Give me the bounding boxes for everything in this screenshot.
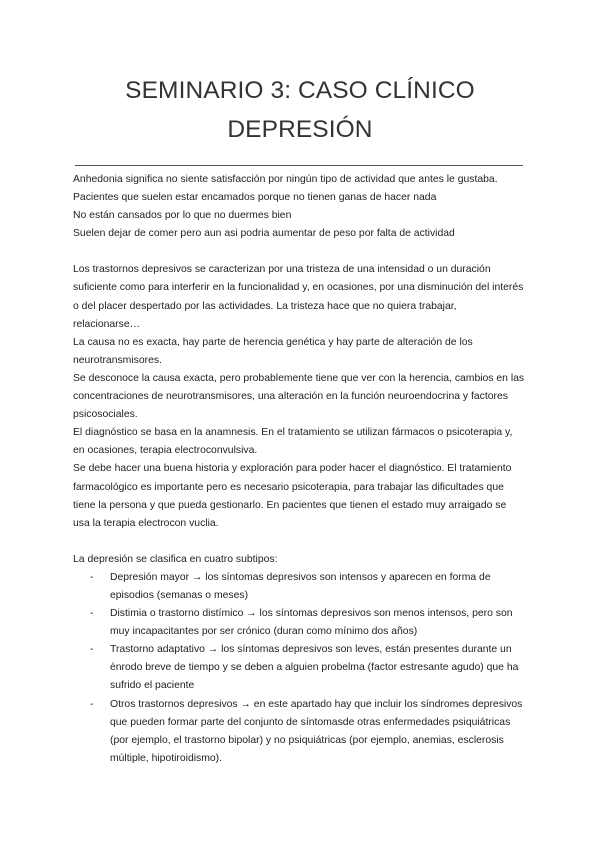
intro-line: Pacientes que suelen estar encamados porque no tienen ganas de hacer nada <box>73 192 437 204</box>
paragraph: Se desconoce la causa exacta, pero probablemente tiene que ver con la herencia, cambios en las concentraciones de neurotransmisores, una alteración en la función neuroendocrina y factores psicosociales. <box>73 372 525 421</box>
subtype-item: - Distimia o trastorno distímico → los síntomas depresivos son menos intensos, pero son muy incapacitantes por ser crónico (duran como mínimo dos años) <box>90 605 525 641</box>
spacer <box>73 243 525 261</box>
title-divider <box>75 165 523 166</box>
page-title-line-2: DEPRESIÓN <box>227 116 373 143</box>
subtype-item: - Trastorno adaptativo → los síntomas depresivos son leves, están presentes durante un ènrodo breve de tiempo y se deben a alguien probelma (factor estresante agudo) que ha sufrido el paciente <box>90 641 525 695</box>
subtype-item: - Otros trastornos depresivos → en este apartado hay que incluir los síndromes depresivos que pueden formar parte del conjunto de síntomasde otras enfermedades psiquiátricas (por ejemplo, el trastorno bipolar) y no psiquiátricas (por ejemplo, anemias, esclerosis múltiple, hipotiroidismo). <box>90 696 525 768</box>
subtypes-list <box>73 569 525 768</box>
subtypes-intro: La depresión se clasifica en cuatro subtipos: <box>73 553 278 565</box>
paragraph: Se debe hacer una buena historia y exploración para poder hacer el diagnóstico. El tratamiento farmacológico es importante pero es necesario psicoterapia, para trabajar las dificultades que tiene la persona y que pueda gestionarlo. En pacientes que tienen el estado muy arraigado se usa la terapia electrocon vuclia. <box>73 463 512 529</box>
document-body <box>73 171 525 768</box>
intro-line: No están cansados por lo que no duermes bien <box>73 210 292 222</box>
intro-line: Suelen dejar de comer pero aun asi podria aumentar de peso por falta de actividad <box>73 228 455 240</box>
paragraph: La causa no es exacta, hay parte de herencia genética y hay parte de alteración de los neurotransmisores. <box>73 336 473 366</box>
subtype-item: - Depresión mayor → los síntomas depresivos son intensos y aparecen en forma de episodios (semanas o meses) <box>90 569 525 605</box>
intro-line: Anhedonia significa no siente satisfacción por ningún tipo de actividad que antes le gustaba. <box>73 174 498 185</box>
page-title-line-1: SEMINARIO 3: CASO CLÍNICO <box>125 77 475 104</box>
paragraph: Los trastornos depresivos se caracterizan por una tristeza de una intensidad o un duración suficiente como para interferir en la funcionalidad y, en ocasiones, por una disminución del interés o del placer despertado por las actividades. La tristeza hace que no quiera trabajar, relacionarse… <box>73 264 524 330</box>
spacer <box>73 533 525 551</box>
paragraph: El diagnóstico se basa en la anamnesis. En el tratamiento se utilizan fármacos o psicoterapia y, en ocasiones, terapia electroconvulsiva. <box>73 427 513 457</box>
